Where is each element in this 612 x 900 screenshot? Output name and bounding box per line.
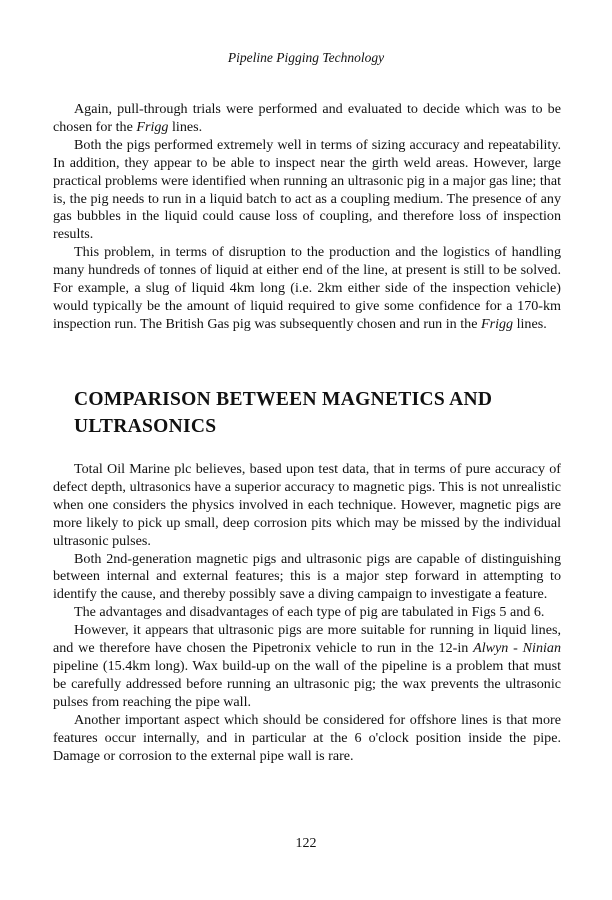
text-run: lines. — [168, 118, 203, 135]
paragraph — [53, 461, 561, 551]
text-run: Both the pigs performed extremely well in terms of sizing accuracy and repeatability. In addition, they appear to be able to inspect near the girth weld areas. However, large practical problems were identified when running an ultrasonic pig in a major gas line; that is, the pig needs to run in a liquid batch to act as a coupling medium. The presence of any gas bubbles in the liquid could cause loss of coupling, and therefore loss of inspection results. — [53, 136, 562, 243]
text-run: Total Oil Marine plc believes, based upon test data, that in terms of pure accuracy of defect depth, ultrasonics have a superior accuracy to magnetic pigs. This is not unrealistic when one considers the physics involved in each technique. However, magnetic pigs are more likely to pick up small, deep corrosion pits which may be missed by the individual ultrasonic pulses. — [53, 461, 561, 549]
paragraph — [53, 622, 561, 712]
paragraph — [53, 101, 561, 137]
page-number: 122 — [295, 836, 317, 851]
body-text-section-two — [53, 461, 561, 765]
text-run: The advantages and disadvantages of each type of pig are tabulated in Figs 5 and 6. — [74, 604, 545, 621]
paragraph — [53, 712, 561, 766]
body-text-section-one — [53, 101, 561, 334]
running-head: Pipeline Pigging Technology — [227, 50, 385, 65]
text-run: However, it appears that ultrasonic pigs are more suitable for running in liquid lines, and we therefore have chosen the Pipetronix vehicle to run in the 12-in — [53, 622, 561, 657]
text-run: Both 2nd-generation magnetic pigs and ultrasonic pigs are capable of distinguishing between internal and external features; this is a major step forward in attempting to identify the cause, and thereby possibly save a diving campaign to investigate a feature. — [53, 550, 561, 603]
text-run: pipeline (15.4km long). Wax build-up on the wall of the pipeline is a problem that must be carefully addressed before running an ultrasonic pig; the wax prevents the ultrasonic pulses from reaching the pipe wall. — [53, 657, 561, 710]
text-run: Again, pull-through trials were performed and evaluated to decide which was to be chosen for the — [53, 101, 561, 135]
pipeline-name: Frigg — [136, 118, 169, 135]
paragraph — [53, 604, 561, 622]
text-run: lines. — [513, 315, 547, 332]
text-run: Another important aspect which should be considered for offshore lines is that more features occur internally, and in particular at the 6 o'clock position inside the pipe. Damage or corrosion to the external pipe wall is rare. — [53, 711, 561, 764]
pipeline-name: Alwyn - Ninian — [473, 640, 562, 657]
text-run: This problem, in terms of disruption to the production and the logistics of handling many hundreds of tonnes of liquid at either end of the line, at present is still to be solved. For example, a slug of liquid 4km long (i.e. 2km either side of the inspection vehicle) would typically be the amount of liquid required to give some confidence for a 170-km inspection run. The British Gas pig was subsequently chosen and run in the — [53, 244, 561, 332]
paragraph — [53, 551, 561, 605]
paragraph — [53, 137, 561, 244]
pipeline-name: Frigg — [480, 315, 514, 332]
section-heading: COMPARISON BETWEEN MAGNETICS AND ULTRASONICS — [74, 389, 493, 437]
paragraph — [53, 244, 561, 334]
